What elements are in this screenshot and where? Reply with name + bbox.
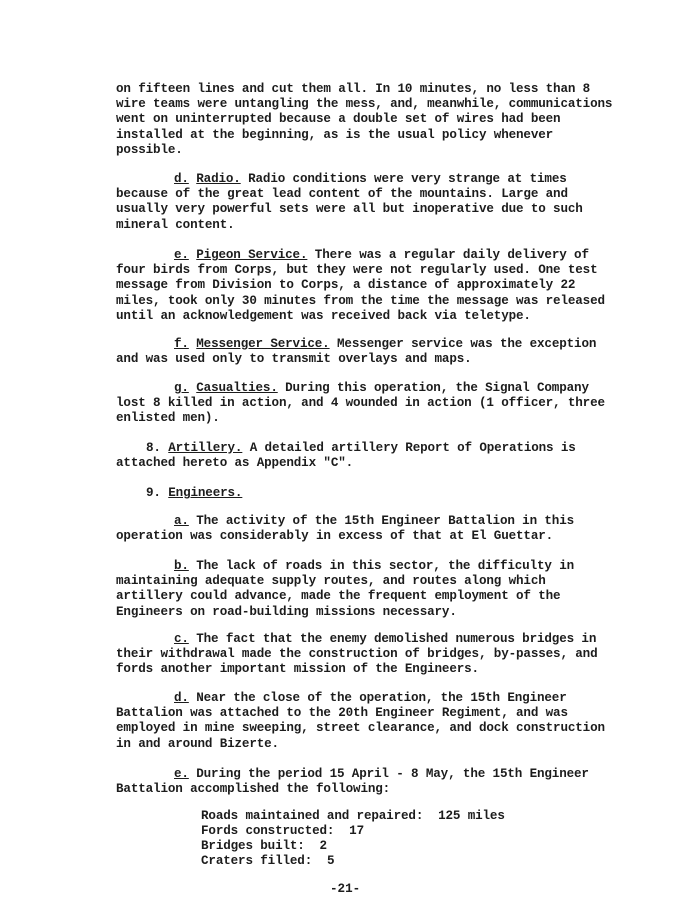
engineers-b-paragraph — [116, 559, 616, 620]
engineers-b-marker: b. — [174, 559, 189, 573]
pigeon-marker: e. — [174, 248, 189, 262]
engineers-heading — [146, 486, 242, 501]
accomplishment-row — [201, 854, 334, 869]
artillery-paragraph — [116, 441, 616, 471]
artillery-number: 8. — [146, 441, 161, 455]
pigeon-title: Pigeon Service. — [196, 248, 308, 262]
messenger-marker: f. — [174, 337, 189, 351]
engineers-b-body: The lack of roads in this sector, the difficulty in maintaining adequate supply routes, and routes along which artillery could advance, made the frequent employment of the Engineers on road-building missions necessary. — [116, 559, 575, 619]
pigeon-body: There was a regular daily delivery of four birds from Corps, but they were not regularly used. One test message from Division to Corps, a distance of approximately 22 miles, took only 30 minutes from the time the message was released until an acknowledgement was received back via teletype. — [116, 248, 605, 323]
artillery-body: A detailed artillery Report of Operations is attached hereto as Appendix "C". — [116, 441, 576, 471]
engineers-c-marker: c. — [174, 632, 189, 646]
engineers-a-marker: a. — [174, 514, 189, 528]
intro-paragraph — [116, 82, 616, 158]
engineers-e-body: During the period 15 April - 8 May, the 15th Engineer Battalion accomplished the following: — [116, 767, 589, 797]
engineers-number: 9. — [146, 486, 161, 500]
radio-marker: d. — [174, 172, 189, 186]
accomplishment-label: Roads maintained and repaired: — [201, 809, 424, 823]
casualties-title: Casualties. — [196, 381, 278, 395]
engineers-e-paragraph — [116, 767, 616, 797]
engineers-d-paragraph — [116, 691, 616, 752]
radio-body: Radio conditions were very strange at times because of the great lead content of the mountains. Large and usually very powerful sets were all but inoperative due to such mineral content. — [116, 172, 583, 232]
radio-paragraph — [116, 172, 616, 233]
radio-title: Radio. — [196, 172, 241, 186]
intro-text: on fifteen lines and cut them all. In 10 minutes, no less than 8 wire teams were untangling the mess, and, meanwhile, communications went on uninterrupted because a double set of wires had been installed at the beginning, as is the usual policy whenever possible. — [116, 82, 613, 157]
casualties-paragraph — [116, 381, 616, 427]
engineers-e-marker: e. — [174, 767, 189, 781]
engineers-title: Engineers. — [168, 486, 243, 500]
engineers-a-body: The activity of the 15th Engineer Battalion in this operation was considerably in excess of that at El Guettar. — [116, 514, 575, 544]
engineers-c-paragraph — [116, 632, 616, 678]
messenger-body: Messenger service was the exception and was used only to transmit overlays and maps. — [116, 337, 597, 367]
messenger-paragraph — [116, 337, 616, 367]
messenger-title: Messenger Service. — [196, 337, 330, 351]
engineers-d-body: Near the close of the operation, the 15th Engineer Battalion was attached to the 20th Engineer Regiment, and was employed in mine sweeping, street clearance, and dock construction in and around Bizerte. — [116, 691, 605, 751]
accomplishment-value: 2 — [319, 839, 327, 853]
engineers-c-body: The fact that the enemy demolished numerous bridges in their withdrawal made the construction of bridges, by-passes, and fords another important mission of the Engineers. — [116, 632, 598, 677]
artillery-title: Artillery. — [168, 441, 243, 455]
accomplishment-row — [201, 809, 505, 824]
accomplishment-label: Fords constructed: — [201, 824, 335, 838]
accomplishment-value: 125 miles — [438, 809, 505, 823]
page-number: -21- — [330, 882, 361, 896]
accomplishment-label: Bridges built: — [201, 839, 305, 853]
accomplishment-value: 5 — [326, 854, 335, 868]
casualties-body: During this operation, the Signal Company lost 8 killed in action, and 4 wounded in action (1 officer, three enlisted men). — [116, 381, 605, 426]
pigeon-paragraph — [116, 248, 616, 324]
engineers-a-paragraph — [116, 514, 616, 544]
engineers-d-marker: d. — [174, 691, 189, 705]
casualties-marker: g. — [174, 381, 189, 395]
accomplishment-row — [201, 824, 364, 839]
accomplishment-row — [201, 839, 327, 854]
accomplishment-value: 17 — [349, 824, 364, 838]
accomplishment-label: Craters filled: — [201, 854, 313, 868]
